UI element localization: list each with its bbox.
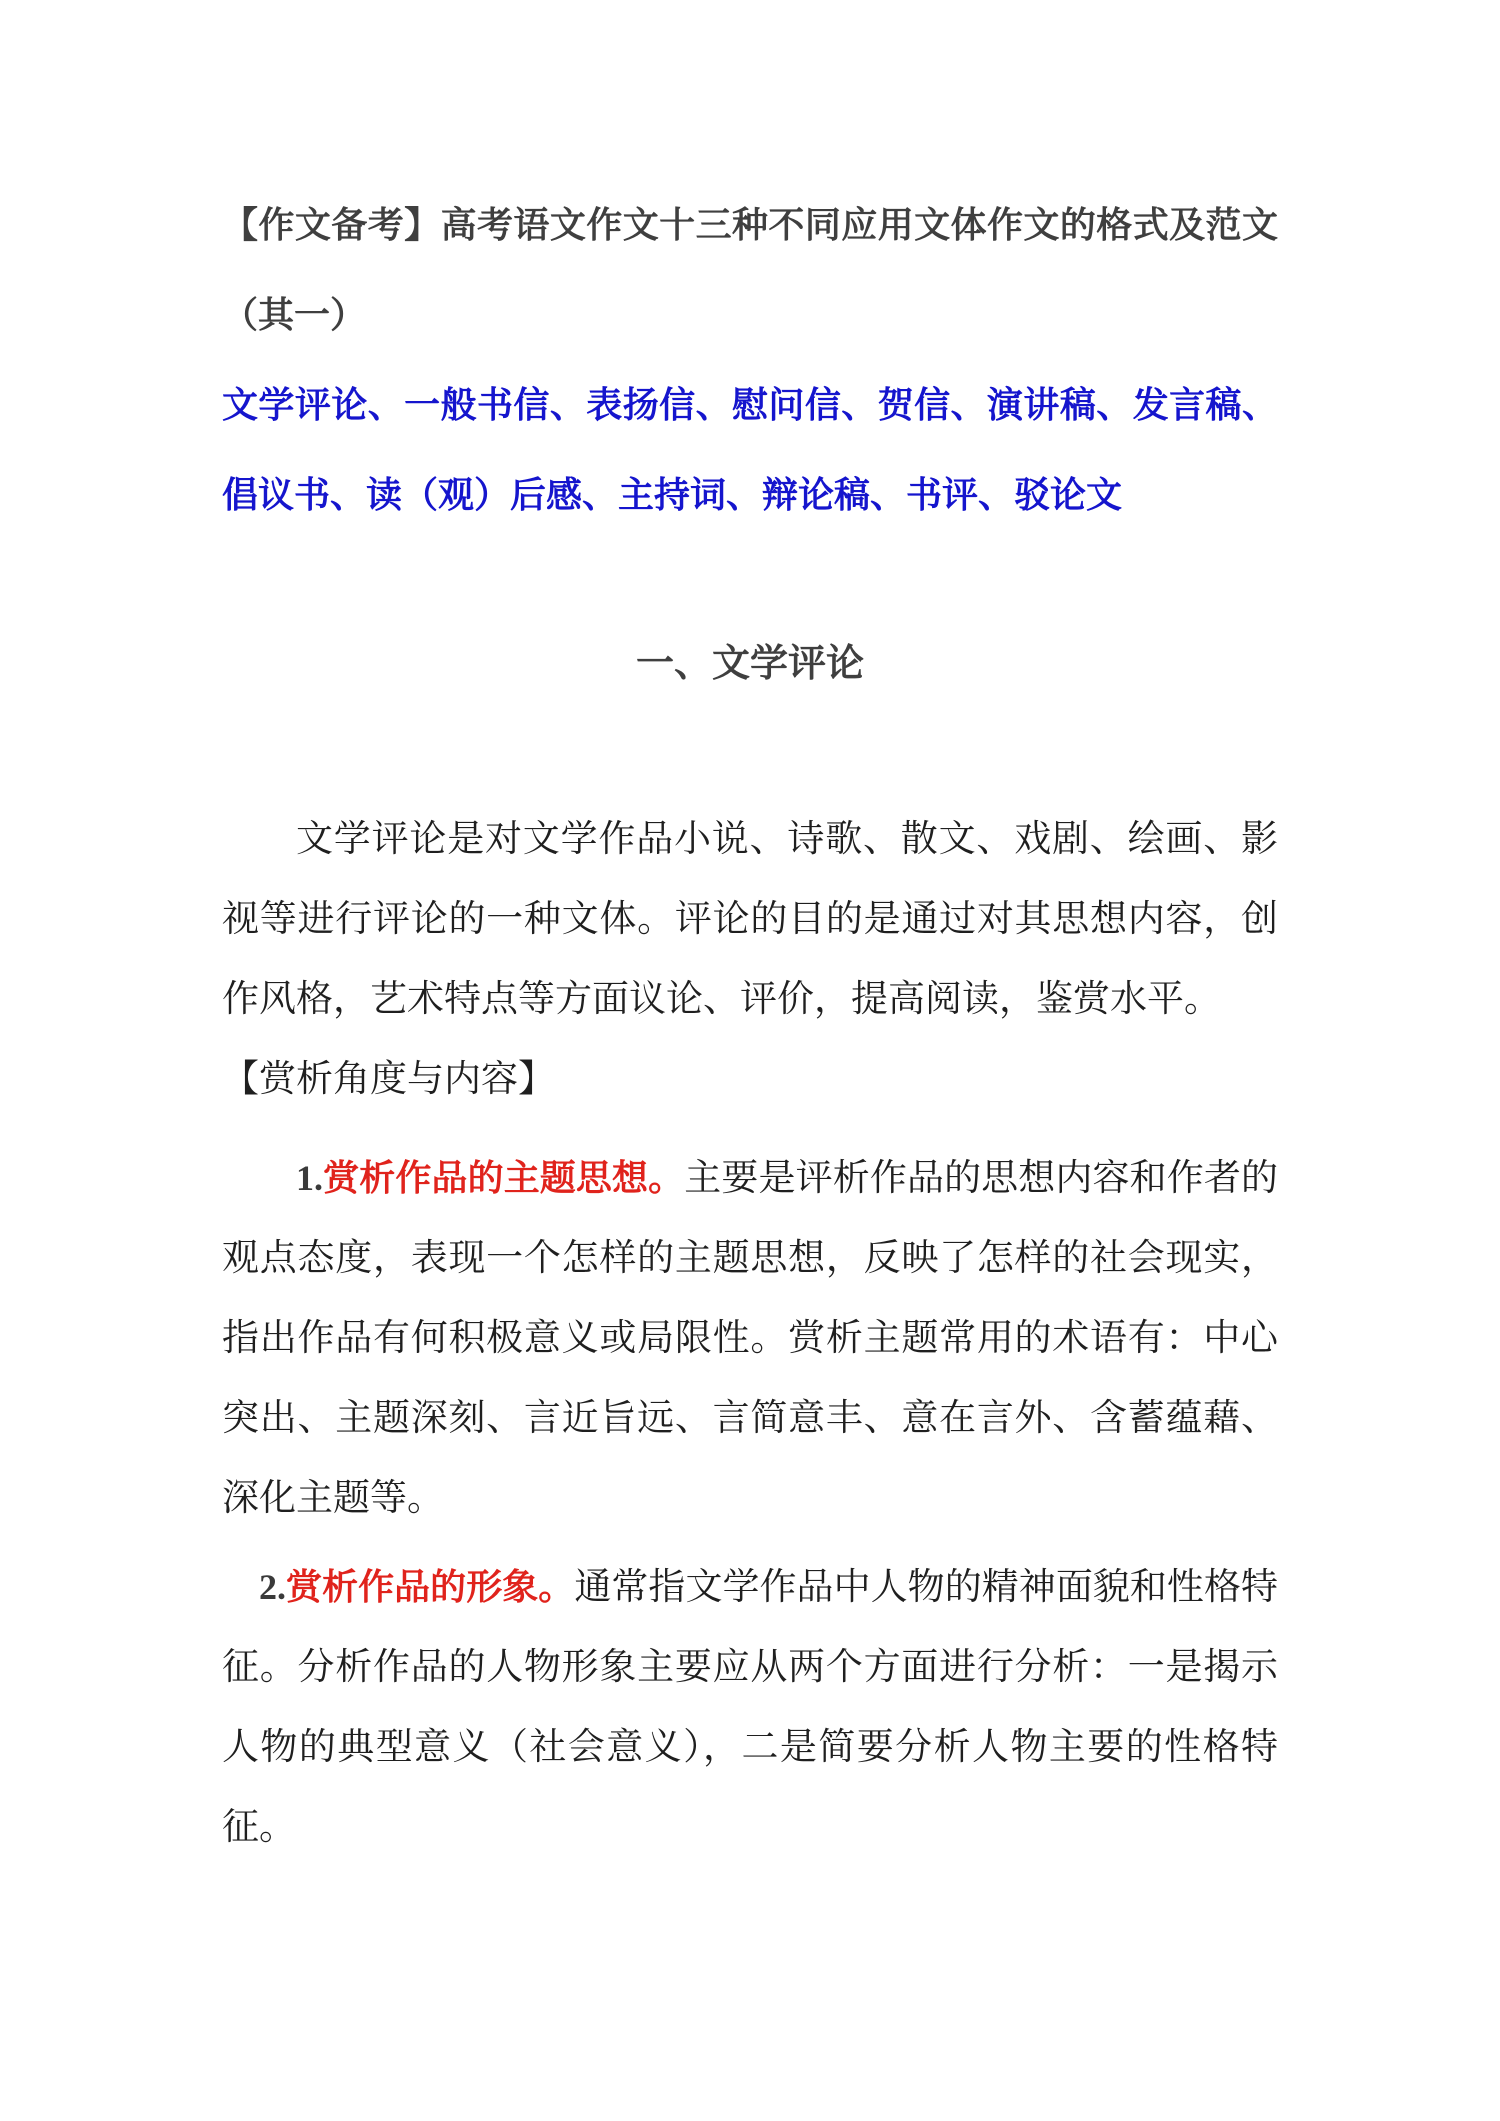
genre-keyword-list: 文学评论、一般书信、表扬信、慰问信、贺信、演讲稿、发言稿、倡议书、读（观）后感、主持词、辩论稿、书评、驳论文 (222, 385, 1278, 515)
page-title: 【作文备考】高考语文作文十三种不同应用文体作文的格式及范文（其一） (222, 204, 1278, 335)
item-1-number: 1. (296, 1158, 323, 1198)
item-2-number: 2. (259, 1567, 286, 1607)
item-1-lead: 赏析作品的主题思想。 (323, 1158, 685, 1198)
analysis-item-1 (222, 1138, 1278, 1539)
item-1-body: 主要是评析作品的思想内容和作者的观点态度，表现一个怎样的主题思想，反映了怎样的社会现实，指出作品有何积极意义或局限性。赏析主题常用的术语有：中心突出、主题深刻、言近旨远、言简意丰、意在言外、含蓄蕴藉、深化主题等。 (222, 1158, 1278, 1519)
bracket-heading: 【赏析角度与内容】 (222, 1059, 555, 1100)
section-heading: 一、文学评论 (635, 643, 864, 685)
item-2-body: 通常指文学作品中人物的精神面貌和性格特征。分析作品的人物形象主要应从两个方面进行分析：一是揭示人物的典型意义（社会意义），二是简要分析人物主要的性格特征。 (222, 1567, 1278, 1848)
intro-paragraph: 文学评论是对文学作品小说、诗歌、散文、戏剧、绘画、影视等进行评论的一种文体。评论的目的是通过对其思想内容，创作风格，艺术特点等方面议论、评价，提高阅读，鉴赏水平。 (222, 819, 1278, 1020)
analysis-item-2 (222, 1547, 1278, 1868)
item-2-lead: 赏析作品的形象。 (286, 1567, 575, 1607)
